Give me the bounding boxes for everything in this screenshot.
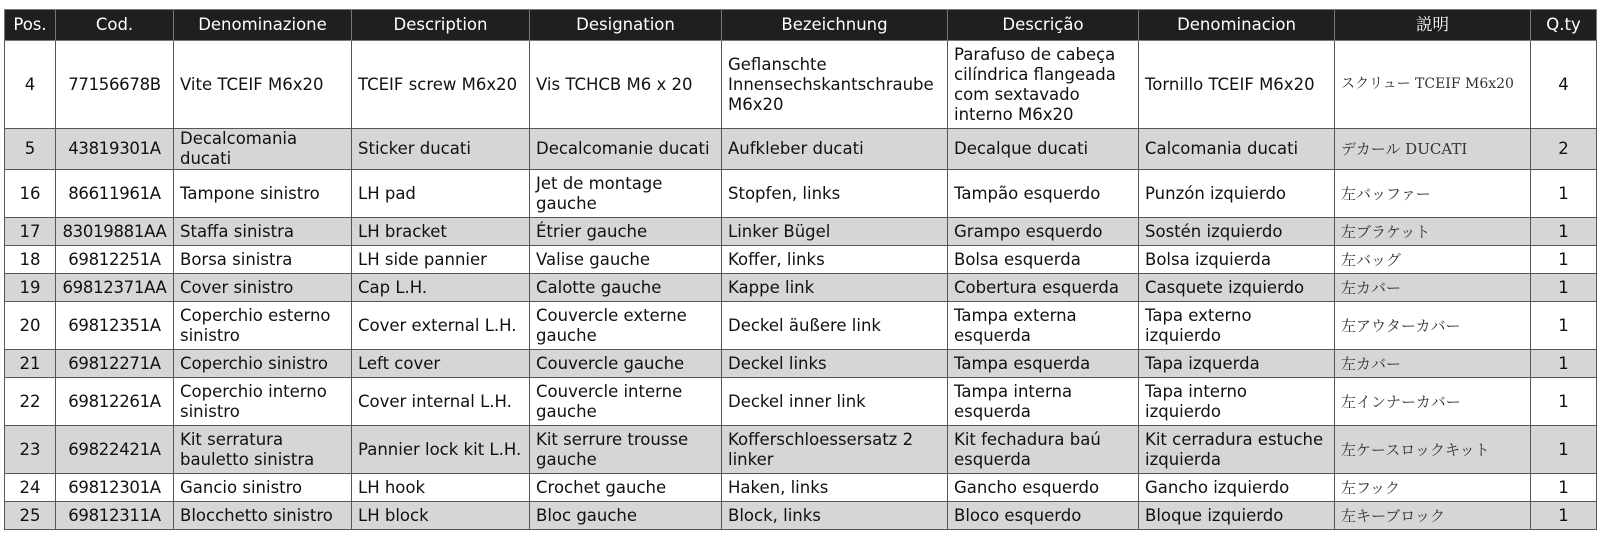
cell-denominacion: Tapa externo izquierdo [1139,302,1335,350]
cell-pos: 23 [5,426,56,474]
cell-description: Pannier lock kit L.H. [352,426,530,474]
cell-pos: 17 [5,218,56,246]
cell-cod: 69812271A [56,350,174,378]
table-row [5,426,1597,474]
cell-description: LH pad [352,170,530,218]
cell-designation: Valise gauche [530,246,722,274]
cell-denominazione: Blocchetto sinistro [174,502,352,530]
cell-descricao: Cobertura esquerda [948,274,1139,302]
cell-bezeichnung: Koffer, links [722,246,948,274]
cell-setsumei: 左バッファー [1335,170,1531,218]
cell-setsumei: 左アウターカバー [1335,302,1531,350]
cell-setsumei: 左キーブロック [1335,502,1531,530]
cell-descricao: Parafuso de cabeça cilíndrica flangeada com sextavado interno M6x20 [948,41,1139,129]
cell-pos: 22 [5,378,56,426]
cell-qty: 1 [1531,474,1597,502]
cell-qty: 1 [1531,350,1597,378]
cell-denominazione: Kit serratura bauletto sinistra [174,426,352,474]
cell-qty: 1 [1531,302,1597,350]
cell-pos: 4 [5,41,56,129]
cell-cod: 69822421A [56,426,174,474]
cell-descricao: Tampa esquerda [948,350,1139,378]
cell-cod: 77156678B [56,41,174,129]
cell-denominazione: Borsa sinistra [174,246,352,274]
cell-description: Cap L.H. [352,274,530,302]
cell-denominacion: Bloque izquierdo [1139,502,1335,530]
table-row [5,246,1597,274]
cell-designation: Calotte gauche [530,274,722,302]
cell-bezeichnung: Deckel inner link [722,378,948,426]
cell-cod: 83019881AA [56,218,174,246]
cell-pos: 24 [5,474,56,502]
cell-denominazione: Gancio sinistro [174,474,352,502]
cell-bezeichnung: Stopfen, links [722,170,948,218]
header-cod: Cod. [56,10,174,41]
cell-bezeichnung: Deckel links [722,350,948,378]
parts-table [4,9,1597,530]
header-setsumei: 説明 [1335,10,1531,41]
cell-cod: 69812301A [56,474,174,502]
cell-descricao: Bolsa esquerda [948,246,1139,274]
cell-descricao: Kit fechadura baú esquerda [948,426,1139,474]
cell-denominacion: Kit cerradura estuche izquierda [1139,426,1335,474]
cell-descricao: Tampa externa esquerda [948,302,1139,350]
cell-pos: 20 [5,302,56,350]
cell-denominazione: Staffa sinistra [174,218,352,246]
table-row [5,41,1597,129]
cell-designation: Couvercle gauche [530,350,722,378]
cell-denominazione: Coperchio interno sinistro [174,378,352,426]
parts-table-container [4,9,1597,530]
cell-cod: 69812251A [56,246,174,274]
cell-bezeichnung: Linker Bügel [722,218,948,246]
cell-setsumei: 左カバー [1335,274,1531,302]
table-row [5,302,1597,350]
cell-descricao: Grampo esquerdo [948,218,1139,246]
cell-qty: 1 [1531,246,1597,274]
cell-setsumei: 左ケースロックキット [1335,426,1531,474]
cell-setsumei: 左フック [1335,474,1531,502]
cell-cod: 69812351A [56,302,174,350]
cell-qty: 1 [1531,426,1597,474]
table-row [5,474,1597,502]
cell-cod: 69812311A [56,502,174,530]
cell-descricao: Tampa interna esquerda [948,378,1139,426]
cell-setsumei: デカール DUCATI [1335,129,1531,170]
cell-pos: 21 [5,350,56,378]
cell-designation: Couvercle externe gauche [530,302,722,350]
cell-pos: 25 [5,502,56,530]
cell-denominazione: Coperchio sinistro [174,350,352,378]
cell-designation: Couvercle interne gauche [530,378,722,426]
header-description: Description [352,10,530,41]
cell-designation: Crochet gauche [530,474,722,502]
cell-bezeichnung: Kappe link [722,274,948,302]
cell-bezeichnung: Kofferschloessersatz 2 linker [722,426,948,474]
cell-denominacion: Bolsa izquierda [1139,246,1335,274]
cell-descricao: Bloco esquerdo [948,502,1139,530]
cell-denominacion: Tapa interno izquierdo [1139,378,1335,426]
cell-denominazione: Vite TCEIF M6x20 [174,41,352,129]
cell-cod: 69812371AA [56,274,174,302]
cell-denominazione: Tampone sinistro [174,170,352,218]
header-pos: Pos. [5,10,56,41]
cell-designation: Jet de montage gauche [530,170,722,218]
cell-denominacion: Tapa izquerda [1139,350,1335,378]
cell-setsumei: 左カバー [1335,350,1531,378]
cell-denominacion: Casquete izquierdo [1139,274,1335,302]
cell-qty: 1 [1531,218,1597,246]
cell-pos: 16 [5,170,56,218]
cell-bezeichnung: Geflanschte Innensechskantschraube M6x20 [722,41,948,129]
cell-description: Cover external L.H. [352,302,530,350]
cell-denominacion: Punzón izquierdo [1139,170,1335,218]
cell-qty: 4 [1531,41,1597,129]
table-row [5,218,1597,246]
cell-description: Sticker ducati [352,129,530,170]
cell-description: Cover internal L.H. [352,378,530,426]
cell-denominacion: Tornillo TCEIF M6x20 [1139,41,1335,129]
table-row [5,350,1597,378]
cell-descricao: Decalque ducati [948,129,1139,170]
cell-designation: Vis TCHCB M6 x 20 [530,41,722,129]
cell-description: LH hook [352,474,530,502]
cell-cod: 69812261A [56,378,174,426]
cell-setsumei: 左バッグ [1335,246,1531,274]
cell-denominazione: Decalcomania ducati [174,129,352,170]
cell-qty: 2 [1531,129,1597,170]
header-row [5,10,1597,41]
header-denominacion: Denominacion [1139,10,1335,41]
cell-designation: Kit serrure trousse gauche [530,426,722,474]
cell-description: Left cover [352,350,530,378]
table-row [5,378,1597,426]
cell-qty: 1 [1531,170,1597,218]
cell-description: LH bracket [352,218,530,246]
cell-cod: 86611961A [56,170,174,218]
cell-qty: 1 [1531,502,1597,530]
table-row [5,170,1597,218]
cell-designation: Decalcomanie ducati [530,129,722,170]
cell-designation: Bloc gauche [530,502,722,530]
cell-pos: 18 [5,246,56,274]
cell-descricao: Gancho esquerdo [948,474,1139,502]
cell-denominacion: Sostén izquierdo [1139,218,1335,246]
cell-designation: Étrier gauche [530,218,722,246]
cell-pos: 5 [5,129,56,170]
header-qty: Q.ty [1531,10,1597,41]
table-row [5,129,1597,170]
cell-setsumei: 左インナーカバー [1335,378,1531,426]
cell-denominacion: Calcomania ducati [1139,129,1335,170]
cell-qty: 1 [1531,274,1597,302]
cell-setsumei: 左ブラケット [1335,218,1531,246]
cell-description: LH side pannier [352,246,530,274]
header-bezeichnung: Bezeichnung [722,10,948,41]
cell-bezeichnung: Block, links [722,502,948,530]
cell-description: TCEIF screw M6x20 [352,41,530,129]
table-row [5,274,1597,302]
cell-qty: 1 [1531,378,1597,426]
table-row [5,502,1597,530]
cell-denominacion: Gancho izquierdo [1139,474,1335,502]
header-designation: Designation [530,10,722,41]
cell-denominazione: Cover sinistro [174,274,352,302]
cell-bezeichnung: Aufkleber ducati [722,129,948,170]
cell-cod: 43819301A [56,129,174,170]
cell-setsumei: スクリュー TCEIF M6x20 [1335,41,1531,129]
cell-bezeichnung: Deckel äußere link [722,302,948,350]
cell-denominazione: Coperchio esterno sinistro [174,302,352,350]
header-descricao: Descrição [948,10,1139,41]
header-denominazione: Denominazione [174,10,352,41]
cell-pos: 19 [5,274,56,302]
cell-description: LH block [352,502,530,530]
cell-bezeichnung: Haken, links [722,474,948,502]
cell-descricao: Tampão esquerdo [948,170,1139,218]
